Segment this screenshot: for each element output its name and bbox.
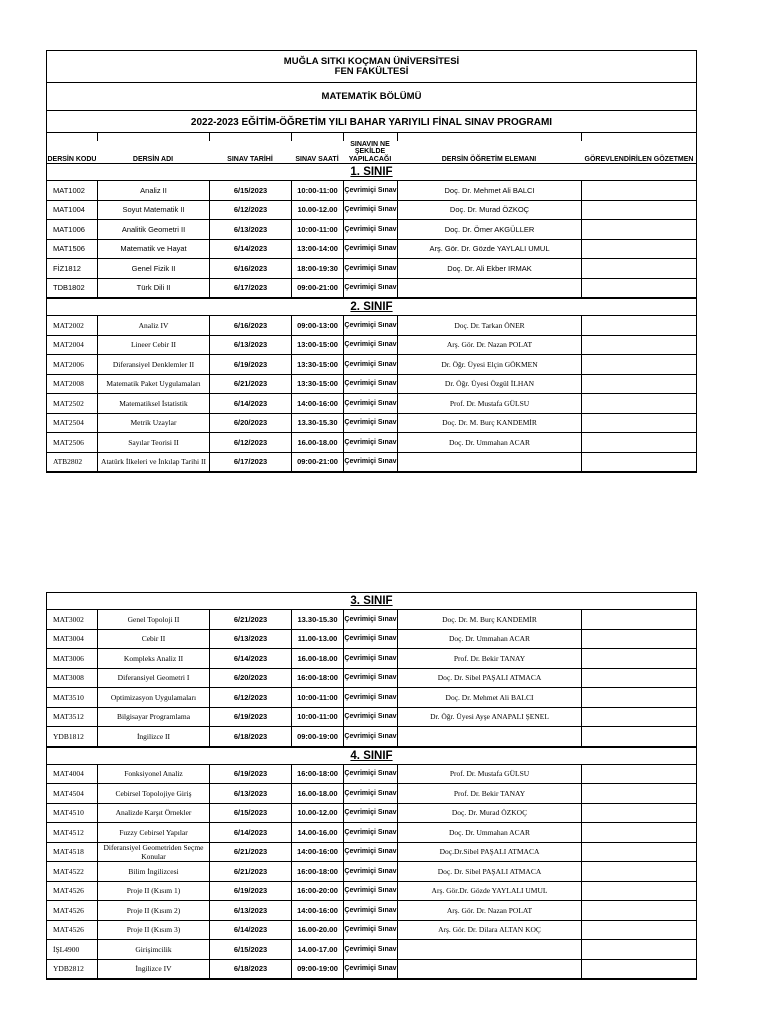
exam-time: 09:00-19:00 [291,727,343,746]
column-header-row [47,133,696,163]
grid-line [397,133,398,141]
course-name: Matematiksel İstatistik [97,394,209,413]
exam-time: 10.00-12.00 [291,201,343,220]
exam-date: 6/15/2023 [209,804,291,823]
instructor: Doç. Dr. Sibel PAŞALI ATMACA [397,862,581,881]
exam-date: 6/21/2023 [209,610,291,629]
proctor [581,921,697,940]
faculty-name: FEN FAKÜLTESİ [334,66,409,77]
course-name: Bilgisayar Programlama [97,708,209,727]
proctor [581,960,697,979]
grid-line [581,133,582,141]
exam-mode: Çevrimiçi Sınav [343,708,397,727]
exam-time: 10.00-12.00 [291,804,343,823]
course-name: Bilim İngilizcesi [97,862,209,881]
table-row [47,784,696,804]
exam-date: 6/20/2023 [209,414,291,433]
exam-time: 18:00-19:30 [291,259,343,278]
course-name: Diferansiyel Geometriden Seçme Konular [97,843,209,862]
table-row [47,181,696,201]
proctor [581,394,697,413]
exam-time: 13:00-15:00 [291,336,343,355]
exam-time: 11.00-13.00 [291,630,343,649]
exam-mode: Çevrimiçi Sınav [343,862,397,881]
course-name: Türk Dili II [97,279,209,298]
exam-mode: Çevrimiçi Sınav [343,921,397,940]
proctor [581,940,697,959]
university-header [47,51,696,83]
course-name: Cebirsel Topolojiye Giriş [97,784,209,803]
instructor [397,727,581,746]
section-4-sinif [47,747,696,980]
exam-date: 6/19/2023 [209,882,291,901]
exam-mode: Çevrimiçi Sınav [343,414,397,433]
exam-time: 16.00-18.00 [291,649,343,668]
proctor [581,433,697,452]
exam-mode: Çevrimiçi Sınav [343,688,397,707]
table-row [47,453,696,473]
exam-time: 09:00-21:00 [291,453,343,472]
col-date: SINAV TARİHİ [227,155,273,163]
instructor: Arş. Gör. Dr. Gözde YAYLALI UMUL [397,240,581,259]
table-row [47,610,696,630]
course-code: MAT4004 [53,769,84,779]
proctor [581,688,697,707]
course-name: Diferansiyel Geometri I [97,669,209,688]
exam-date: 6/14/2023 [209,921,291,940]
table-row [47,960,696,980]
instructor: Prof. Dr. Mustafa GÜLSU [397,765,581,784]
table-row [47,336,696,356]
section-header [47,163,696,181]
course-name: Analizde Karşıt Örnekler [97,804,209,823]
instructor: Arş. Gör. Dr. Nazan POLAT [397,336,581,355]
proctor [581,453,697,472]
course-code: MAT3510 [53,692,84,702]
course-name: Cebir II [97,630,209,649]
proctor [581,669,697,688]
exam-date: 6/14/2023 [209,240,291,259]
course-name: Matematik Paket Uygulamaları [97,375,209,394]
course-name: Fonksiyonel Analiz [97,765,209,784]
exam-mode: Çevrimiçi Sınav [343,804,397,823]
exam-time: 09:00-13:00 [291,316,343,335]
course-name: Atatürk İlkeleri ve İnkılap Tarihi II [97,453,209,472]
instructor: Doç. Dr. Tarkan ÖNER [397,316,581,335]
exam-mode: Çevrimiçi Sınav [343,240,397,259]
exam-date: 6/16/2023 [209,259,291,278]
exam-mode: Çevrimiçi Sınav [343,201,397,220]
exam-date: 6/18/2023 [209,960,291,979]
exam-date: 6/12/2023 [209,688,291,707]
course-code: MAT2504 [53,418,84,428]
exam-time: 09:00-19:00 [291,960,343,979]
table-row [47,727,696,747]
course-code: MAT4526 [53,905,84,915]
section-title: 4. SINIF [350,749,393,762]
course-code: ATB2802 [53,457,83,467]
exam-date: 6/19/2023 [209,355,291,374]
exam-date: 6/21/2023 [209,862,291,881]
exam-mode: Çevrimiçi Sınav [343,433,397,452]
course-name: Analiz II [97,181,209,200]
section-2-sinif [47,298,696,472]
proctor [581,316,697,335]
exam-date: 6/14/2023 [209,823,291,842]
instructor: Doç. Dr. Ali Ekber IRMAK [397,259,581,278]
exam-time: 10:00-11:00 [291,708,343,727]
exam-mode: Çevrimiçi Sınav [343,649,397,668]
course-code: MAT1004 [53,205,85,215]
proctor [581,259,697,278]
instructor: Arş. Gör.Dr. Gözde YAYLALI UMUL [397,882,581,901]
section-header [47,298,696,316]
proctor [581,279,697,298]
exam-date: 6/19/2023 [209,765,291,784]
course-name: Metrik Uzaylar [97,414,209,433]
course-name: Diferansiyel Denklemler II [97,355,209,374]
table-row [47,240,696,260]
table-row [47,669,696,689]
exam-mode: Çevrimiçi Sınav [343,259,397,278]
exam-time: 16.00-18.00 [291,784,343,803]
course-code: MAT4522 [53,866,84,876]
exam-mode: Çevrimiçi Sınav [343,394,397,413]
exam-time: 16:00-20:00 [291,882,343,901]
course-code: MAT4512 [53,827,84,837]
instructor [397,960,581,979]
exam-time: 16:00-18:00 [291,765,343,784]
table-row [47,259,696,279]
exam-date: 6/13/2023 [209,336,291,355]
table-row [47,355,696,375]
course-name: Proje II (Kısım 1) [97,882,209,901]
course-code: MAT2502 [53,398,84,408]
exam-mode: Çevrimiçi Sınav [343,630,397,649]
course-code: MAT2006 [53,359,84,369]
exam-date: 6/17/2023 [209,279,291,298]
proctor [581,630,697,649]
section-1-sinif [47,163,696,298]
table-row [47,843,696,863]
exam-table-page-2 [46,592,697,980]
course-code: MAT1006 [53,224,85,234]
course-code: MAT2002 [53,320,84,330]
exam-time: 13.30-15.30 [291,610,343,629]
course-name: İngilizce II [97,727,209,746]
instructor: Doç. Dr. Ummahan ACAR [397,433,581,452]
course-name: Lineer Cebir II [97,336,209,355]
exam-date: 6/13/2023 [209,901,291,920]
exam-mode: Çevrimiçi Sınav [343,765,397,784]
instructor: Doç. Dr. M. Burç KANDEMİR [397,414,581,433]
course-name: Optimizasyon Uygulamaları [97,688,209,707]
instructor: Doç. Dr. Mehmet Ali BALCI [397,181,581,200]
section-header [47,593,696,610]
exam-time: 13:00-14:00 [291,240,343,259]
exam-mode: Çevrimiçi Sınav [343,823,397,842]
table-row [47,375,696,395]
exam-time: 14.00-17.00 [291,940,343,959]
proctor [581,727,697,746]
course-code: MAT3512 [53,712,84,722]
course-name: Soyut Matematik II [97,201,209,220]
section-3-sinif [47,593,696,747]
course-code: İŞL4900 [53,944,80,954]
exam-time: 16:00-18:00 [291,862,343,881]
table-row [47,630,696,650]
proctor [581,843,697,862]
table-row [47,921,696,941]
table-row [47,394,696,414]
exam-date: 6/20/2023 [209,669,291,688]
table-row [47,688,696,708]
exam-mode: Çevrimiçi Sınav [343,960,397,979]
course-code: MAT4526 [53,886,84,896]
exam-date: 6/13/2023 [209,784,291,803]
table-row [47,901,696,921]
exam-mode: Çevrimiçi Sınav [343,453,397,472]
instructor: Prof. Dr. Bekir TANAY [397,649,581,668]
instructor: Doç. Dr. Sibel PAŞALI ATMACA [397,669,581,688]
exam-mode: Çevrimiçi Sınav [343,784,397,803]
course-name: İngilizce IV [97,960,209,979]
instructor: Dr. Öğr. Üyesi Elçin GÖKMEN [397,355,581,374]
exam-date: 6/14/2023 [209,394,291,413]
course-code: MAT4504 [53,788,84,798]
table-row [47,882,696,902]
proctor [581,240,697,259]
exam-table-page-1 [46,50,697,473]
course-code: MAT3008 [53,673,84,683]
instructor [397,453,581,472]
instructor: Prof. Dr. Bekir TANAY [397,784,581,803]
course-name: Sayılar Teorisi II [97,433,209,452]
course-code: MAT4518 [53,847,84,857]
exam-time: 14:00-16:00 [291,901,343,920]
instructor: Doç. Dr. Ömer AKGÜLLER [397,220,581,239]
col-proctor: GÖREVLENDİRİLEN GÖZETMEN [584,155,694,163]
course-code: MAT2506 [53,437,84,447]
table-row [47,708,696,728]
exam-time: 14.00-16.00 [291,823,343,842]
course-name: Matematik ve Hayat [97,240,209,259]
course-name: Genel Fizik II [97,259,209,278]
course-code: MAT3002 [53,614,84,624]
course-code: MAT1002 [53,185,85,195]
col-instructor: DERSİN ÖĞRETİM ELEMANI [441,155,537,163]
table-row [47,862,696,882]
exam-date: 6/14/2023 [209,649,291,668]
course-code: MAT3004 [53,634,84,644]
table-row [47,433,696,453]
proctor [581,355,697,374]
table-row [47,220,696,240]
exam-mode: Çevrimiçi Sınav [343,181,397,200]
section-header [47,747,696,765]
exam-time: 16.00-20.00 [291,921,343,940]
exam-date: 6/15/2023 [209,181,291,200]
exam-date: 6/17/2023 [209,453,291,472]
proctor [581,901,697,920]
course-name: Genel Topoloji II [97,610,209,629]
table-row [47,765,696,785]
course-name: Proje II (Kısım 2) [97,901,209,920]
proctor [581,414,697,433]
instructor [397,279,581,298]
exam-date: 6/13/2023 [209,630,291,649]
exam-date: 6/13/2023 [209,220,291,239]
course-name: Girişimcilik [97,940,209,959]
exam-mode: Çevrimiçi Sınav [343,316,397,335]
instructor: Doç. Dr. Murad ÖZKOÇ [397,201,581,220]
instructor: Doç. Dr. M. Burç KANDEMİR [397,610,581,629]
instructor: Doç. Dr. Ummahan ACAR [397,630,581,649]
table-row [47,316,696,336]
exam-time: 10:00-11:00 [291,181,343,200]
table-row [47,201,696,221]
proctor [581,784,697,803]
course-code: MAT3006 [53,653,84,663]
exam-mode: Çevrimiçi Sınav [343,843,397,862]
exam-date: 6/12/2023 [209,433,291,452]
grid-line [209,133,210,141]
table-row [47,823,696,843]
instructor: Prof. Dr. Mustafa GÜLSU [397,394,581,413]
grid-line [97,133,98,141]
section-title: 2. SINIF [350,301,393,313]
course-code: MAT4510 [53,808,84,818]
table-row [47,940,696,960]
exam-date: 6/19/2023 [209,708,291,727]
proctor [581,201,697,220]
instructor: Dr. Öğr. Üyesi Ayşe ANAPALI ŞENEL [397,708,581,727]
exam-time: 13:30-15:00 [291,375,343,394]
instructor: Doç. Dr. Mehmet Ali BALCI [397,688,581,707]
exam-mode: Çevrimiçi Sınav [343,220,397,239]
exam-time: 14:00-16:00 [291,843,343,862]
instructor: Arş. Gör. Dr. Dilara ALTAN KOÇ [397,921,581,940]
section-title: 3. SINIF [350,595,393,607]
course-code: MAT2008 [53,379,84,389]
course-name: Kompleks Analiz II [97,649,209,668]
table-row [47,279,696,299]
course-code: MAT1506 [53,244,85,254]
proctor [581,610,697,629]
section-title: 1. SINIF [350,166,393,178]
course-code: FİZ1812 [53,263,81,273]
proctor [581,336,697,355]
grid-line [291,133,292,141]
department-title: MATEMATİK BÖLÜMÜ [47,83,696,111]
program-title: 2022-2023 EĞİTİM-ÖĞRETİM YILI BAHAR YARIYILI FİNAL SINAV PROGRAMI [47,111,696,133]
instructor: Doç. Dr. Ummahan ACAR [397,823,581,842]
proctor [581,823,697,842]
instructor: Arş. Gör. Dr. Nazan POLAT [397,901,581,920]
table-row [47,414,696,434]
proctor [581,375,697,394]
exam-date: 6/16/2023 [209,316,291,335]
exam-mode: Çevrimiçi Sınav [343,336,397,355]
exam-mode: Çevrimiçi Sınav [343,375,397,394]
exam-date: 6/15/2023 [209,940,291,959]
exam-time: 16:00-18:00 [291,669,343,688]
col-mode: SINAVIN NE ŞEKİLDE YAPILACAĞI [348,140,392,163]
proctor [581,181,697,200]
exam-date: 6/21/2023 [209,843,291,862]
proctor [581,220,697,239]
proctor [581,804,697,823]
instructor: Doç.Dr.Sibel PAŞALI ATMACA [397,843,581,862]
proctor [581,765,697,784]
exam-time: 09:00-21:00 [291,279,343,298]
course-code: YDB1812 [53,731,84,741]
course-name: Fuzzy Cebirsel Yapılar [97,823,209,842]
exam-time: 13.30-15.30 [291,414,343,433]
exam-time: 13:30-15:00 [291,355,343,374]
proctor [581,862,697,881]
course-name: Analiz IV [97,316,209,335]
course-code: YDB2812 [53,964,84,974]
exam-mode: Çevrimiçi Sınav [343,901,397,920]
exam-time: 16.00-18.00 [291,433,343,452]
exam-date: 6/12/2023 [209,201,291,220]
course-code: TDB1802 [53,283,85,293]
course-code: MAT4526 [53,925,84,935]
exam-time: 10:00-11:00 [291,688,343,707]
exam-mode: Çevrimiçi Sınav [343,669,397,688]
instructor: Dr. Öğr. Üyesi Özgül İLHAN [397,375,581,394]
course-name: Proje II (Kısım 3) [97,921,209,940]
instructor: Doç. Dr. Murad ÖZKOÇ [397,804,581,823]
exam-date: 6/21/2023 [209,375,291,394]
proctor [581,649,697,668]
col-time: SINAV SAATİ [295,155,339,163]
exam-time: 14:00-16:00 [291,394,343,413]
exam-date: 6/18/2023 [209,727,291,746]
table-row [47,804,696,824]
exam-mode: Çevrimiçi Sınav [343,610,397,629]
table-row [47,649,696,669]
exam-mode: Çevrimiçi Sınav [343,882,397,901]
course-name: Analitik Geometri II [97,220,209,239]
instructor [397,940,581,959]
exam-mode: Çevrimiçi Sınav [343,940,397,959]
col-code: DERSİN KODU [47,155,97,163]
col-name: DERSİN ADI [132,155,174,163]
proctor [581,708,697,727]
proctor [581,882,697,901]
exam-mode: Çevrimiçi Sınav [343,727,397,746]
exam-mode: Çevrimiçi Sınav [343,355,397,374]
exam-mode: Çevrimiçi Sınav [343,279,397,298]
university-name: MUĞLA SITKI KOÇMAN ÜNİVERSİTESİ [283,56,460,67]
course-code: MAT2004 [53,340,84,350]
exam-time: 10:00-11:00 [291,220,343,239]
